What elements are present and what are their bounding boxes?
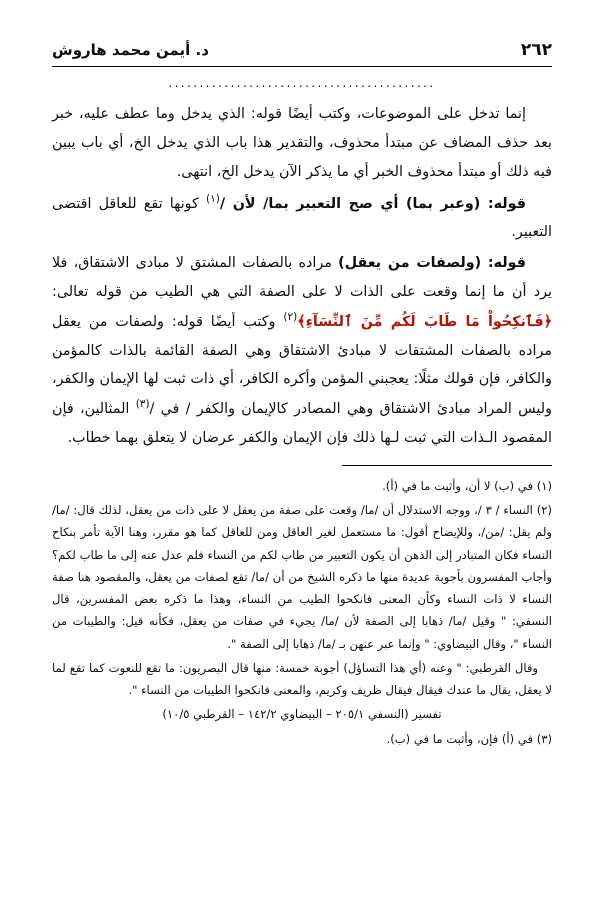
footnote-separator bbox=[342, 465, 552, 466]
footnote-text: النساء / ٣ /، ووجه الاستدلال أن /ما/ وقعت على صفة من يعقل لا على ذات من يعقل، لذلك قال: /ما/ ولم يقل: /من/، وللإيضاح أقول: ما مستعمل لغير العاقل ومن للعاقل كما هو مقرر، وهنا الآية تأمر بنكاح النساء فكان المتبادر إلى الذهن أن يكون التعبير من طاب لكم من النساء فلم عدل عنه إلى ما طاب لكم؟ وأجاب المفسرون بأجوبة عديدة منها ما ذكره الشيخ من أن /ما/ تقع لصفات من يعقل، والمقصود هنا صفة النساء لا ذات النساء وكأن المعنى فانكحوا الطيب من النساء، وهذا ما ذكره بعض المفسرين، قال النسفي: " وقيل /ما/ ذهابا إلى الصفة لأن /ما/ يجيء في صفات من يعقل، فكأنه قيل: والطيبات من النساء "، وقال البيضاوي: " وإنما عبر عنهن بـ /ما/ ذهابا إلى الصفة ". bbox=[52, 503, 552, 651]
header-page-number: ٢٦٢ bbox=[520, 40, 552, 60]
footnote-text: وقال القرطبي: " وعنه (أي هذا التساؤل) أجوبة خمسة: منها قال البصريون: ما تقع للنعوت كما تقع لما لا يعقل، يقال ما عندك فيقال فيقال ظريف وكريم، والمعنى فانكحوا الطيبات من النساء ". bbox=[52, 660, 552, 698]
footnote-ref-3[interactable]: (٣) bbox=[135, 398, 150, 411]
paragraph-1-text: إنما تدخل على الموضوعات، وكتب أيضًا قوله: الذي يدخل وما عطف عليه، خبر بعد حذف المضاف عن مبتدأ محذوف، والتقدير هذا باب الذي يدخل الخ، أي باب يبين فيه ذلك أو مبتدأ محذوف الخبر أي ما يذكر الآن يدخل الخ، انتهى. bbox=[52, 106, 552, 180]
footnote-item bbox=[52, 728, 552, 750]
quran-quote: ﴿فَٱنكِحُواْ مَا طَابَ لَكُم مِّنَ ٱلنِّسَآءِ﴾ bbox=[297, 313, 552, 330]
footnote-ref-1[interactable]: (١) bbox=[206, 192, 220, 205]
paragraph-3-lead: قوله: (ولصفات من يعقل) bbox=[338, 255, 527, 272]
paragraph-3-text-a: مراده بالصفات المشتق لا مبادى الاشتقاق، فلا يرد أن ما إنما وقعت على الذات لا على الصفة التي هي الطيب من قوله تعالى: bbox=[52, 255, 552, 301]
body-text bbox=[52, 100, 552, 453]
footnote-item bbox=[52, 499, 552, 655]
footnote-item bbox=[52, 657, 552, 702]
header-rule bbox=[52, 66, 552, 67]
footnote-text: في (أ) فإن، وأثبت ما في (ب). bbox=[386, 731, 534, 746]
page-header bbox=[52, 40, 552, 66]
footnote-item bbox=[52, 475, 552, 497]
footnote-number: (٢) bbox=[536, 503, 553, 518]
paragraph-3 bbox=[52, 249, 552, 453]
paragraph-2-tail: كونها تقع للعاقل اقتضى التعبير. bbox=[52, 195, 552, 241]
paragraph-2-lead: قوله: (وعبر بما) أي صح التعبير بما/ لأن / bbox=[219, 195, 527, 212]
footnotes-section bbox=[52, 475, 552, 750]
paragraph-1 bbox=[52, 100, 552, 187]
header-author: د. أيمن محمد هاروش bbox=[52, 41, 209, 59]
paragraph-2 bbox=[52, 189, 552, 248]
footnote-ref-2[interactable]: (٢) bbox=[283, 310, 298, 323]
footnote-number: (٣) bbox=[536, 731, 552, 746]
footnote-text: في (ب) لا أن، وأثبت ما في (أ). bbox=[382, 478, 534, 493]
paragraph-3-text-c: المثالين، فإن المقصود الـذات التي ثبت لـها ذلك فإن الإيمان والكفر عرضان لا يتعلق بهما خطاب. bbox=[52, 401, 552, 446]
footnote-text: تفسير (النسفي ٢٠٥/١ – البيضاوي ١٤٢/٢ – القرطبي ١٠/٥) bbox=[162, 707, 442, 722]
dotted-separator: ........................................... bbox=[168, 76, 436, 90]
footnote-item bbox=[52, 703, 552, 725]
footnote-number: (١) bbox=[536, 478, 552, 493]
paragraph-3-text-b: وكتب أيضًا قوله: ولصفات من يعقل مراده بالصفات المشتقات لا مبادئ الاشتقاق وهي الصفة القائمة بالذات كالمؤمن والكافر، فإن قولك مثلًا: يعجبني المؤمن وأكره الكافر، أي ذات ثبت لها الإيمان والكفر، وليس المراد مبادئ الاشتقاق وهي المصادر كالإيمان والكفر / في / bbox=[52, 313, 552, 418]
